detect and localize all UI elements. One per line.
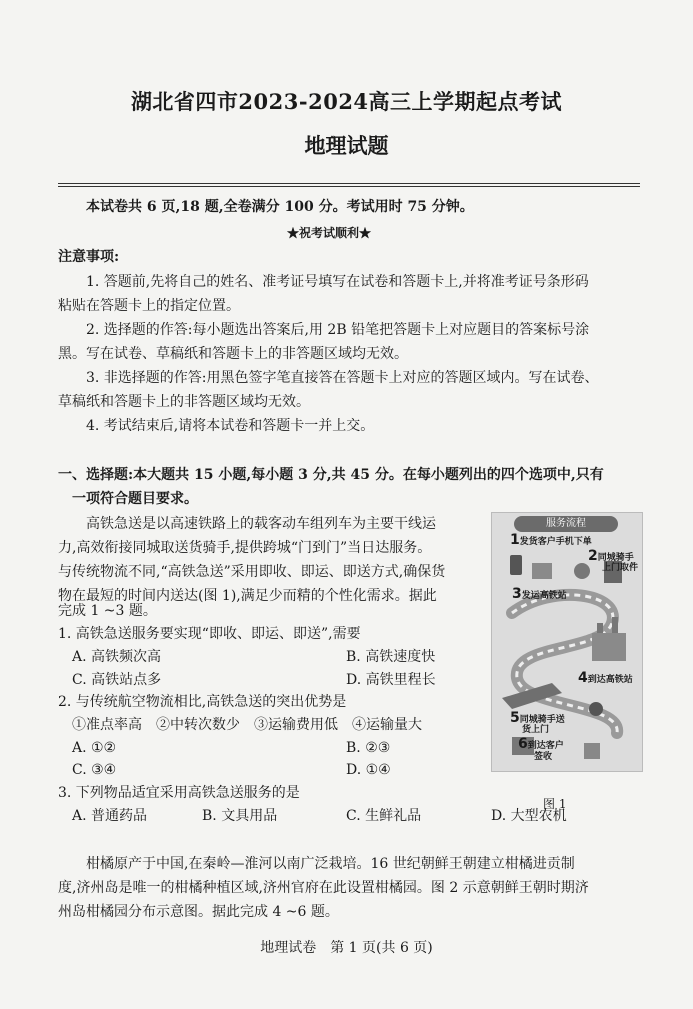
flow-step-label: 发货客户手机下单	[519, 537, 592, 547]
flow-step-number: 5	[510, 710, 520, 726]
question-2-option-d: D. ①④	[346, 762, 391, 778]
question-1-option-c: C. 高铁站点多	[72, 672, 162, 688]
passage-2-line: 度,济州岛是唯一的柑橘种植区域,济州官府在此设置柑橘园。图 2 示意朝鲜王朝时期济	[58, 880, 589, 896]
passage-line: 完成 1 ~3 题。	[58, 603, 157, 619]
notice-line: 草稿纸和答题卡上的非答题区域均无效。	[58, 394, 310, 410]
flow-step-number: 4	[578, 670, 588, 686]
wish-line: ★祝考试顺利★	[287, 226, 372, 240]
question-2-stem: 2. 与传统航空物流相比,高铁急送的突出优势是	[58, 694, 347, 710]
question-2-option-a: A. ①②	[72, 740, 117, 756]
exam-subject: 地理试题	[304, 133, 389, 158]
flow-step-6-cont	[534, 752, 552, 762]
flow-step-4	[578, 670, 633, 686]
question-2-option-b: B. ②③	[346, 740, 391, 756]
passage-line: 高铁急送是以高速铁路上的载客动车组列车为主要干线运	[86, 516, 436, 532]
passage-2-line: 州岛柑橘园分布示意图。据此完成 4 ~6 题。	[58, 904, 339, 920]
section-heading-cont: 一项符合题目要求。	[72, 491, 198, 507]
divider-top	[58, 183, 640, 184]
question-3-option-a: A. 普通药品	[72, 808, 148, 824]
figure-1-service-flow	[491, 512, 643, 772]
flow-step-5	[510, 710, 565, 726]
flow-step-3	[512, 586, 567, 602]
notice-line: 2. 选择题的作答:每小题选出答案后,用 2B 铅笔把答题卡上对应题目的答案标号涂	[86, 322, 590, 338]
flow-step-number: 6	[518, 736, 528, 752]
question-1-stem: 1. 高铁急送服务要实现“即收、即运、即送”,需要	[58, 626, 361, 642]
exam-intro: 本试卷共 6 页,18 题,全卷满分 100 分。考试用时 75 分钟。	[86, 199, 474, 215]
question-2-option-c: C. ③④	[72, 762, 117, 778]
flow-step-label: 到达客户	[527, 741, 564, 751]
passage-2-line: 柑橘原产于中国,在秦岭—淮河以南广泛栽培。16 世纪朝鲜王朝建立柑橘进贡制	[86, 856, 575, 872]
notice-line: 黑。写在试卷、草稿纸和答题卡上的非答题区域均无效。	[58, 346, 408, 362]
section-heading: 一、选择题:本大题共 15 小题,每小题 3 分,共 45 分。在每小题列出的四个选项中,只有	[58, 467, 604, 483]
notice-line: 4. 考试结束后,请将本试卷和答题卡一并上交。	[86, 418, 375, 434]
notice-line: 1. 答题前,先将自己的姓名、准考证号填写在试卷和答题卡上,并将准考证号条形码	[86, 274, 589, 290]
passage-line: 力,高效衔接同城取送货骑手,提供跨城“门到门”当日达服务。	[58, 540, 432, 556]
flow-step-number: 2	[588, 548, 598, 564]
flow-step-5-cont	[522, 725, 549, 735]
question-2-items: ①准点率高 ②中转次数少 ③运输费用低 ④运输量大	[72, 717, 422, 733]
figure-1-heading: 服务流程	[514, 516, 618, 532]
flow-step-label: 到达高铁站	[587, 675, 633, 685]
notice-line: 3. 非选择题的作答:用黑色签字笔直接答在答题卡上对应的答题区域内。写在试卷、	[86, 370, 599, 386]
flow-step-2	[588, 548, 634, 564]
question-3-stem: 3. 下列物品适宜采用高铁急送服务的是	[58, 785, 300, 801]
divider-bottom	[58, 186, 640, 187]
flow-step-label: 同城骑手送	[519, 715, 565, 725]
page-footer: 地理试卷 第 1 页(共 6 页)	[260, 940, 433, 956]
question-1-option-d: D. 高铁里程长	[346, 672, 436, 688]
question-3-option-c: C. 生鲜礼品	[346, 808, 422, 824]
passage-line: 与传统物流不同,“高铁急送”采用即收、即运、即送方式,确保货	[58, 564, 446, 580]
flow-step-6	[518, 736, 564, 752]
question-3-option-b: B. 文具用品	[202, 808, 278, 824]
question-3-option-d: D. 大型农机	[491, 808, 567, 824]
notice-line: 粘贴在答题卡上的指定位置。	[58, 298, 240, 314]
flow-step-2-cont	[602, 563, 638, 573]
flow-step-label: 上门取件	[602, 563, 639, 573]
flow-step-label: 发运高铁站	[521, 591, 567, 601]
flow-step-number: 3	[512, 586, 522, 602]
flow-step-number: 1	[510, 532, 520, 548]
figure-1-caption: 图 1	[543, 797, 567, 811]
exam-title: 湖北省四市2023-2024高三上学期起点考试	[130, 89, 563, 114]
flow-step-label: 货上门	[522, 725, 550, 735]
passage-line: 物在最短的时间内送达(图 1),满足少而精的个性化需求。据此	[58, 588, 437, 604]
question-1-option-b: B. 高铁速度快	[346, 649, 436, 665]
flow-step-1	[510, 532, 592, 548]
notice-heading: 注意事项:	[58, 249, 120, 265]
question-1-option-a: A. 高铁频次高	[72, 649, 162, 665]
flow-step-label: 签收	[534, 752, 553, 762]
flow-step-label: 同城骑手	[597, 553, 634, 563]
